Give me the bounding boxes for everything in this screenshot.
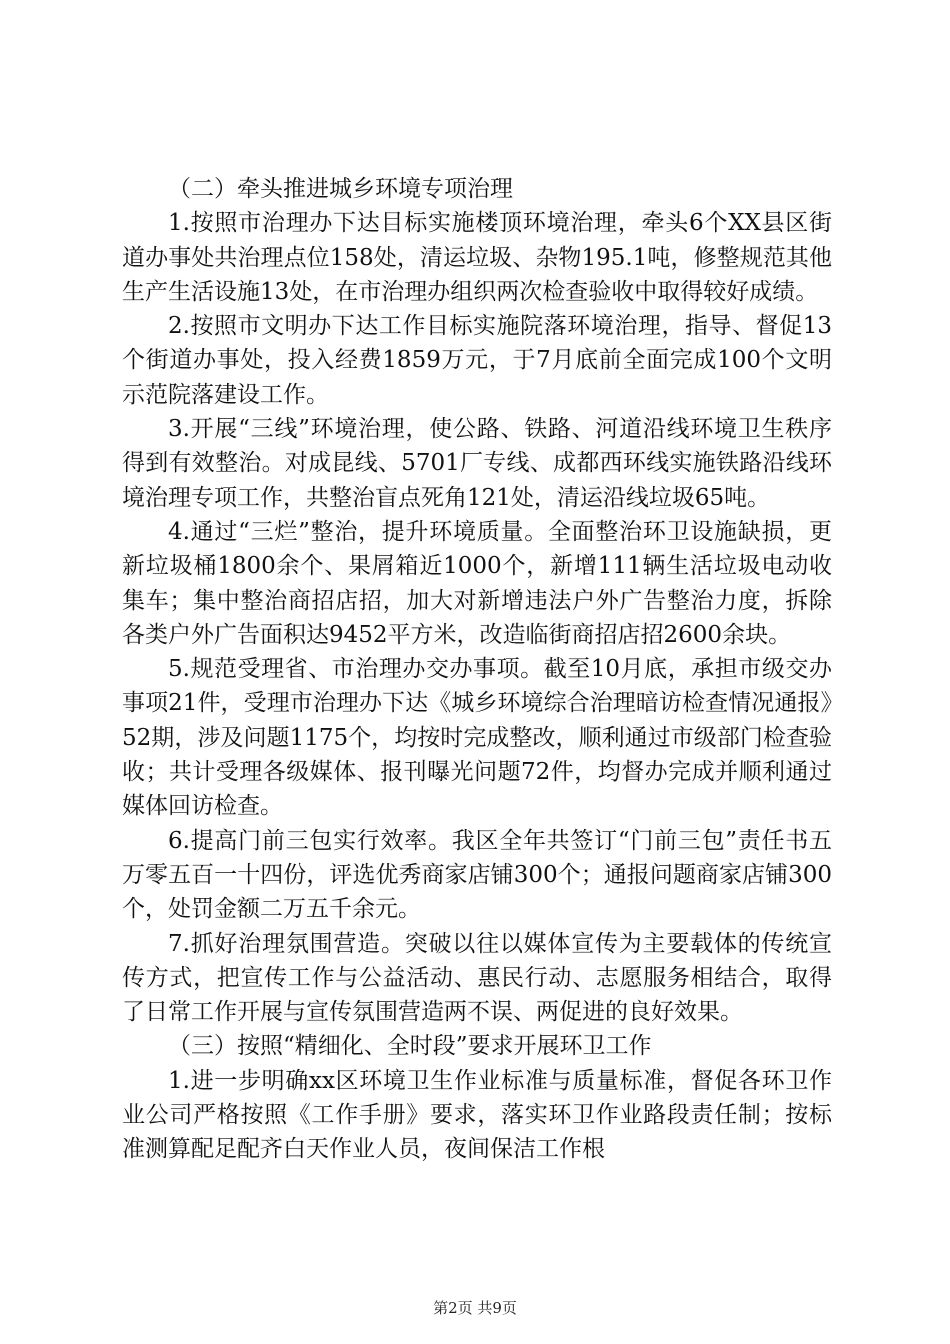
paragraph-item-3: 3.开展“三线”环境治理，使公路、铁路、河道沿线环境卫生秩序得到有效整治。对成昆线、5701厂专线、成都西环线实施铁路沿线环境治理专项工作，共整治盲点死角121处，清运沿线垃圾65吨。 [122, 416, 832, 511]
paragraph-item-4: 4.通过“三烂”整治，提升环境质量。全面整治环卫设施缺损，更新垃圾桶1800余个、果屑箱近1000个，新增111辆生活垃圾电动收集车；集中整治商招店招，加大对新增违法户外广告整治力度，拆除各类户外广告面积达9452平方米，改造临街商招店招2600余块。 [122, 518, 832, 648]
paragraph-item-6: 6.提高门前三包实行效率。我区全年共签订“门前三包”责任书五万零五百一十四份，评选优秀商家店铺300个；通报问题商家店铺300个，处罚金额二万五千余元。 [122, 827, 832, 923]
paragraph-item-1: 1.按照市治理办下达目标实施楼顶环境治理，牵头6个XX县区街道办事处共治理点位158处，清运垃圾、杂物195.1吨，修整规范其他生产生活设施13处，在市治理办组织两次检查验收中取得较好成绩。 [122, 210, 832, 305]
section-heading-2: （二）牵头推进城乡环境专项治理 [168, 176, 513, 202]
document-body [122, 172, 832, 1167]
paragraph-item-2: 2.按照市文明办下达工作目标实施院落环境治理，指导、督促13个街道办事处，投入经费1859万元，于7月底前全面完成100个文明示范院落建设工作。 [122, 313, 832, 408]
paragraph-item-3-1: 1.进一步明确xx区环境卫生作业标准与质量标准，督促各环卫作业公司严格按照《工作手册》要求，落实环卫作业路段责任制；按标准测算配足配齐白天作业人员，夜间保洁工作根 [122, 1067, 832, 1163]
section-heading-3: （三）按照“精细化、全时段”要求开展环卫工作 [168, 1033, 652, 1060]
paragraph-item-7: 7.抓好治理氛围营造。突破以往以媒体宣传为主要载体的传统宣传方式，把宣传工作与公益活动、惠民行动、志愿服务相结合，取得了日常工作开展与宣传氛围营造两不误、两促进的良好效果。 [122, 930, 832, 1026]
page-footer: 第2页 共9页 [433, 1299, 517, 1317]
paragraph-item-5: 5.规范受理省、市治理办交办事项。截至10月底，承担市级交办事项21件，受理市治理办下达《城乡环境综合治理暗访检查情况通报》52期，涉及问题1175个，均按时完成整改，顺利通过市级部门检查验收；共计受理各级媒体、报刊曝光问题72件，均督办完成并顺利通过媒体回访检查。 [122, 656, 832, 820]
